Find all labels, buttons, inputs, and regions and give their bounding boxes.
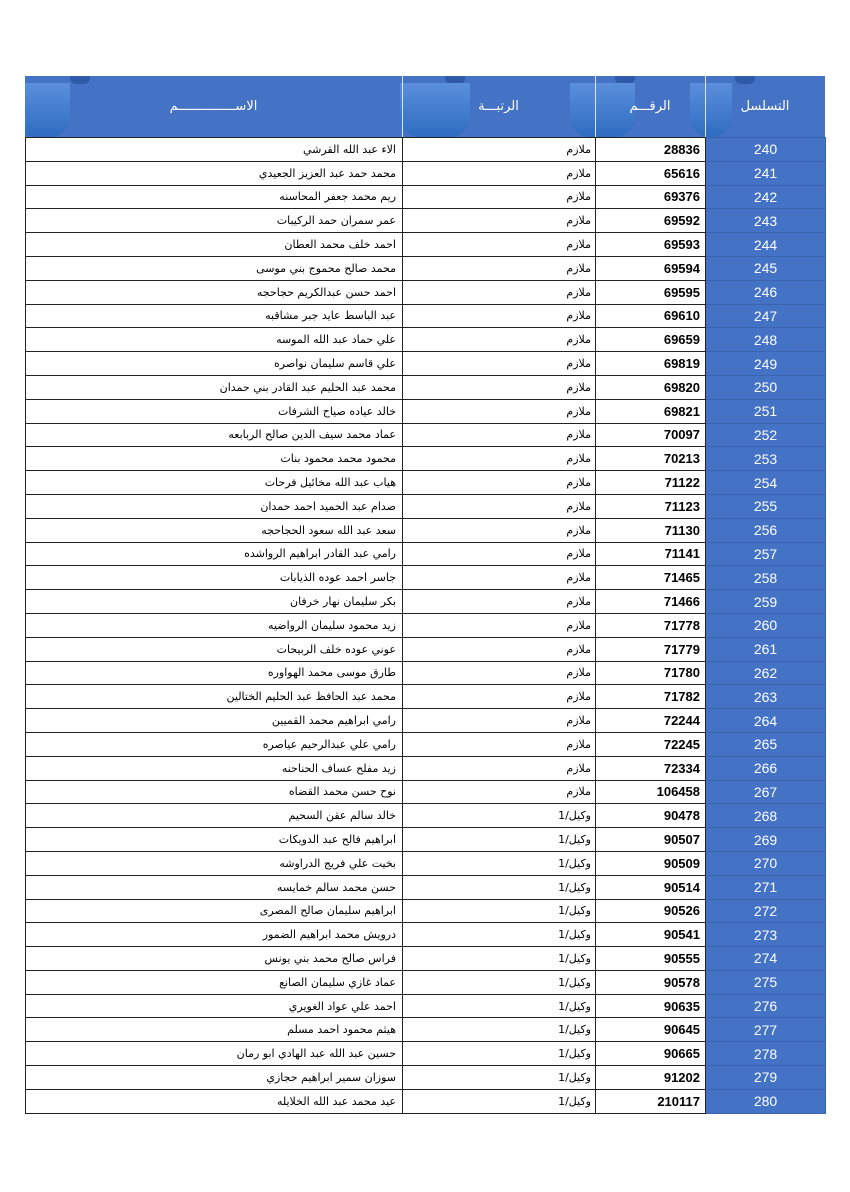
roster-sheet bbox=[25, 76, 825, 1114]
table-row bbox=[26, 518, 826, 542]
name-cell: رامي عبد القادر ابراهيم الرواشده bbox=[26, 542, 403, 566]
name-cell: نوح حسن محمد القضاه bbox=[26, 780, 403, 804]
number-cell: 72245 bbox=[596, 732, 706, 756]
serial-cell: 270 bbox=[706, 851, 826, 875]
serial-cell: 254 bbox=[706, 471, 826, 495]
rank-cell: وكيل/1 bbox=[403, 994, 596, 1018]
table-row bbox=[26, 399, 826, 423]
number-cell: 71782 bbox=[596, 685, 706, 709]
rank-cell: ملازم bbox=[403, 661, 596, 685]
table-row bbox=[26, 970, 826, 994]
serial-cell: 250 bbox=[706, 375, 826, 399]
rank-cell: وكيل/1 bbox=[403, 923, 596, 947]
rank-cell: ملازم bbox=[403, 209, 596, 233]
number-cell: 71122 bbox=[596, 471, 706, 495]
serial-cell: 246 bbox=[706, 280, 826, 304]
table-row bbox=[26, 851, 826, 875]
name-cell: هيثم محمود احمد مسلم bbox=[26, 1018, 403, 1042]
serial-cell: 280 bbox=[706, 1089, 826, 1113]
number-cell: 71130 bbox=[596, 518, 706, 542]
rank-cell: ملازم bbox=[403, 590, 596, 614]
table-row bbox=[26, 328, 826, 352]
serial-cell: 274 bbox=[706, 947, 826, 971]
serial-cell: 259 bbox=[706, 590, 826, 614]
serial-cell: 273 bbox=[706, 923, 826, 947]
serial-cell: 240 bbox=[706, 138, 826, 162]
rank-cell: ملازم bbox=[403, 185, 596, 209]
rank-cell: وكيل/1 bbox=[403, 947, 596, 971]
name-cell: عبد الباسط عايد جبر مشاقبه bbox=[26, 304, 403, 328]
number-cell: 90635 bbox=[596, 994, 706, 1018]
table-row bbox=[26, 804, 826, 828]
number-cell: 69659 bbox=[596, 328, 706, 352]
number-cell: 90514 bbox=[596, 875, 706, 899]
number-cell: 69592 bbox=[596, 209, 706, 233]
table-row bbox=[26, 875, 826, 899]
serial-cell: 260 bbox=[706, 613, 826, 637]
name-cell: سوزان سمير ابراهيم حجازي bbox=[26, 1066, 403, 1090]
table-row bbox=[26, 233, 826, 257]
table-row bbox=[26, 423, 826, 447]
rank-cell: ملازم bbox=[403, 233, 596, 257]
table-row bbox=[26, 685, 826, 709]
rank-cell: وكيل/1 bbox=[403, 851, 596, 875]
name-cell: ابراهيم سليمان صالح المصرى bbox=[26, 899, 403, 923]
number-cell: 90555 bbox=[596, 947, 706, 971]
name-cell: حسين عبد الله عبد الهادي ابو رمان bbox=[26, 1042, 403, 1066]
roster-table bbox=[25, 137, 826, 1114]
rank-cell: ملازم bbox=[403, 256, 596, 280]
serial-cell: 263 bbox=[706, 685, 826, 709]
serial-cell: 247 bbox=[706, 304, 826, 328]
name-cell: خالد سالم عقن السحيم bbox=[26, 804, 403, 828]
table-row bbox=[26, 161, 826, 185]
name-cell: بكر سليمان نهار خرفان bbox=[26, 590, 403, 614]
serial-cell: 243 bbox=[706, 209, 826, 233]
name-cell: صدام عبد الحميد احمد حمدان bbox=[26, 494, 403, 518]
name-cell: زيد مفلح عساف الحناحنه bbox=[26, 756, 403, 780]
number-cell: 69595 bbox=[596, 280, 706, 304]
table-row bbox=[26, 709, 826, 733]
rank-cell: وكيل/1 bbox=[403, 970, 596, 994]
rank-cell: ملازم bbox=[403, 352, 596, 376]
name-cell: محمد حمد عبد العزيز الجعيدي bbox=[26, 161, 403, 185]
table-row bbox=[26, 780, 826, 804]
rank-cell: ملازم bbox=[403, 304, 596, 328]
serial-cell: 252 bbox=[706, 423, 826, 447]
rank-cell: ملازم bbox=[403, 328, 596, 352]
table-row bbox=[26, 185, 826, 209]
table-row bbox=[26, 1089, 826, 1113]
serial-cell: 277 bbox=[706, 1018, 826, 1042]
number-cell: 69819 bbox=[596, 352, 706, 376]
name-cell: سعد عبد الله سعود الحجاحجه bbox=[26, 518, 403, 542]
number-cell: 106458 bbox=[596, 780, 706, 804]
name-cell: احمد علي عواد الغويري bbox=[26, 994, 403, 1018]
rank-cell: ملازم bbox=[403, 518, 596, 542]
number-cell: 72244 bbox=[596, 709, 706, 733]
name-cell: احمد حسن عبدالكريم حجاحجه bbox=[26, 280, 403, 304]
serial-cell: 253 bbox=[706, 447, 826, 471]
name-cell: عوني عوده خلف الربيحات bbox=[26, 637, 403, 661]
name-cell: طارق موسى محمد الهواوره bbox=[26, 661, 403, 685]
rank-cell: ملازم bbox=[403, 375, 596, 399]
table-row bbox=[26, 756, 826, 780]
name-cell: احمد خلف محمد العطان bbox=[26, 233, 403, 257]
table-row bbox=[26, 1018, 826, 1042]
table-row bbox=[26, 637, 826, 661]
number-cell: 210117 bbox=[596, 1089, 706, 1113]
number-cell: 71780 bbox=[596, 661, 706, 685]
name-cell: ابراهيم فالح عبد الدويكات bbox=[26, 828, 403, 852]
number-cell: 90541 bbox=[596, 923, 706, 947]
name-cell: درويش محمد ابراهيم الضمور bbox=[26, 923, 403, 947]
number-cell: 70097 bbox=[596, 423, 706, 447]
name-cell: عماد غازي سليمان الصانع bbox=[26, 970, 403, 994]
rank-cell: ملازم bbox=[403, 447, 596, 471]
number-cell: 91202 bbox=[596, 1066, 706, 1090]
number-cell: 71141 bbox=[596, 542, 706, 566]
rank-cell: ملازم bbox=[403, 566, 596, 590]
table-row bbox=[26, 1042, 826, 1066]
serial-cell: 258 bbox=[706, 566, 826, 590]
serial-cell: 266 bbox=[706, 756, 826, 780]
table-row bbox=[26, 732, 826, 756]
table-row bbox=[26, 494, 826, 518]
table-row bbox=[26, 1066, 826, 1090]
rank-cell: ملازم bbox=[403, 709, 596, 733]
number-cell: 90645 bbox=[596, 1018, 706, 1042]
table-row bbox=[26, 209, 826, 233]
name-cell: هياب عبد الله مخائيل فرحات bbox=[26, 471, 403, 495]
serial-cell: 264 bbox=[706, 709, 826, 733]
table-row bbox=[26, 566, 826, 590]
serial-cell: 245 bbox=[706, 256, 826, 280]
rank-cell: ملازم bbox=[403, 471, 596, 495]
name-cell: فراس صالح محمد بني يونس bbox=[26, 947, 403, 971]
number-cell: 90509 bbox=[596, 851, 706, 875]
table-row bbox=[26, 542, 826, 566]
number-cell: 71779 bbox=[596, 637, 706, 661]
name-cell: زيد محمود سليمان الرواضيه bbox=[26, 613, 403, 637]
serial-cell: 261 bbox=[706, 637, 826, 661]
table-row bbox=[26, 899, 826, 923]
table-row bbox=[26, 138, 826, 162]
number-cell: 90665 bbox=[596, 1042, 706, 1066]
rank-cell: ملازم bbox=[403, 423, 596, 447]
rank-cell: ملازم bbox=[403, 756, 596, 780]
serial-cell: 241 bbox=[706, 161, 826, 185]
table-row bbox=[26, 613, 826, 637]
name-cell: محمود محمد محمود بنات bbox=[26, 447, 403, 471]
number-cell: 72334 bbox=[596, 756, 706, 780]
table-row bbox=[26, 447, 826, 471]
number-cell: 71465 bbox=[596, 566, 706, 590]
serial-cell: 244 bbox=[706, 233, 826, 257]
serial-cell: 248 bbox=[706, 328, 826, 352]
rank-cell: ملازم bbox=[403, 280, 596, 304]
table-row bbox=[26, 256, 826, 280]
number-cell: 69593 bbox=[596, 233, 706, 257]
number-cell: 90526 bbox=[596, 899, 706, 923]
rank-cell: وكيل/1 bbox=[403, 828, 596, 852]
serial-cell: 256 bbox=[706, 518, 826, 542]
rank-cell: وكيل/1 bbox=[403, 1066, 596, 1090]
serial-cell: 251 bbox=[706, 399, 826, 423]
name-cell: جاسر احمد عوده الذيابات bbox=[26, 566, 403, 590]
serial-cell: 275 bbox=[706, 970, 826, 994]
number-cell: 69821 bbox=[596, 399, 706, 423]
number-cell: 71466 bbox=[596, 590, 706, 614]
serial-cell: 279 bbox=[706, 1066, 826, 1090]
number-cell: 90478 bbox=[596, 804, 706, 828]
rank-cell: وكيل/1 bbox=[403, 1018, 596, 1042]
number-cell: 90578 bbox=[596, 970, 706, 994]
rank-cell: ملازم bbox=[403, 138, 596, 162]
name-cell: عمر سمران حمد الركيبات bbox=[26, 209, 403, 233]
number-cell: 69610 bbox=[596, 304, 706, 328]
name-cell: محمد عبد الحليم عبد القادر بني حمدان bbox=[26, 375, 403, 399]
rank-cell: ملازم bbox=[403, 780, 596, 804]
rank-cell: ملازم bbox=[403, 637, 596, 661]
number-cell: 69594 bbox=[596, 256, 706, 280]
table-header bbox=[25, 76, 825, 137]
table-row bbox=[26, 661, 826, 685]
table-row bbox=[26, 590, 826, 614]
table-row bbox=[26, 994, 826, 1018]
serial-cell: 262 bbox=[706, 661, 826, 685]
header-serial: التسلسل bbox=[740, 99, 790, 114]
number-cell: 65616 bbox=[596, 161, 706, 185]
table-row bbox=[26, 923, 826, 947]
name-cell: رامي علي عبدالرحيم عياصره bbox=[26, 732, 403, 756]
number-cell: 69820 bbox=[596, 375, 706, 399]
number-cell: 69376 bbox=[596, 185, 706, 209]
serial-cell: 276 bbox=[706, 994, 826, 1018]
name-cell: ريم محمد جعفر المحاسنه bbox=[26, 185, 403, 209]
rank-cell: ملازم bbox=[403, 732, 596, 756]
serial-cell: 272 bbox=[706, 899, 826, 923]
serial-cell: 255 bbox=[706, 494, 826, 518]
name-cell: الاء عبد الله القرشي bbox=[26, 138, 403, 162]
serial-cell: 249 bbox=[706, 352, 826, 376]
header-number: الرقـــم bbox=[629, 99, 671, 114]
table-row bbox=[26, 828, 826, 852]
number-cell: 71778 bbox=[596, 613, 706, 637]
table-row bbox=[26, 280, 826, 304]
name-cell: محمد صالح محموج بني موسى bbox=[26, 256, 403, 280]
rank-cell: وكيل/1 bbox=[403, 899, 596, 923]
table-row bbox=[26, 947, 826, 971]
header-name: الاســـــــــــــــم bbox=[169, 99, 258, 114]
name-cell: علي حماد عبد الله الموسه bbox=[26, 328, 403, 352]
number-cell: 90507 bbox=[596, 828, 706, 852]
table-row bbox=[26, 375, 826, 399]
serial-cell: 268 bbox=[706, 804, 826, 828]
name-cell: عيد محمد عبد الله الخلايله bbox=[26, 1089, 403, 1113]
rank-cell: ملازم bbox=[403, 542, 596, 566]
header-rank: الرتبـــة bbox=[478, 99, 519, 114]
name-cell: خالد عياده صياح الشرفات bbox=[26, 399, 403, 423]
serial-cell: 271 bbox=[706, 875, 826, 899]
number-cell: 70213 bbox=[596, 447, 706, 471]
number-cell: 71123 bbox=[596, 494, 706, 518]
table-row bbox=[26, 352, 826, 376]
rank-cell: وكيل/1 bbox=[403, 1089, 596, 1113]
serial-cell: 269 bbox=[706, 828, 826, 852]
number-cell: 28836 bbox=[596, 138, 706, 162]
name-cell: عماد محمد سيف الدين صالح الربابعه bbox=[26, 423, 403, 447]
name-cell: علي قاسم سليمان نواصره bbox=[26, 352, 403, 376]
rank-cell: وكيل/1 bbox=[403, 875, 596, 899]
rank-cell: ملازم bbox=[403, 399, 596, 423]
name-cell: بخيت علي فريج الدراوشه bbox=[26, 851, 403, 875]
serial-cell: 242 bbox=[706, 185, 826, 209]
serial-cell: 257 bbox=[706, 542, 826, 566]
name-cell: حسن محمد سالم خمايسه bbox=[26, 875, 403, 899]
serial-cell: 267 bbox=[706, 780, 826, 804]
name-cell: رامي ابراهيم محمد القميين bbox=[26, 709, 403, 733]
name-cell: محمد عبد الحافظ عبد الحليم الختالين bbox=[26, 685, 403, 709]
rank-cell: ملازم bbox=[403, 613, 596, 637]
rank-cell: ملازم bbox=[403, 494, 596, 518]
table-row bbox=[26, 471, 826, 495]
rank-cell: ملازم bbox=[403, 685, 596, 709]
serial-cell: 278 bbox=[706, 1042, 826, 1066]
serial-cell: 265 bbox=[706, 732, 826, 756]
rank-cell: ملازم bbox=[403, 161, 596, 185]
table-row bbox=[26, 304, 826, 328]
rank-cell: وكيل/1 bbox=[403, 1042, 596, 1066]
rank-cell: وكيل/1 bbox=[403, 804, 596, 828]
